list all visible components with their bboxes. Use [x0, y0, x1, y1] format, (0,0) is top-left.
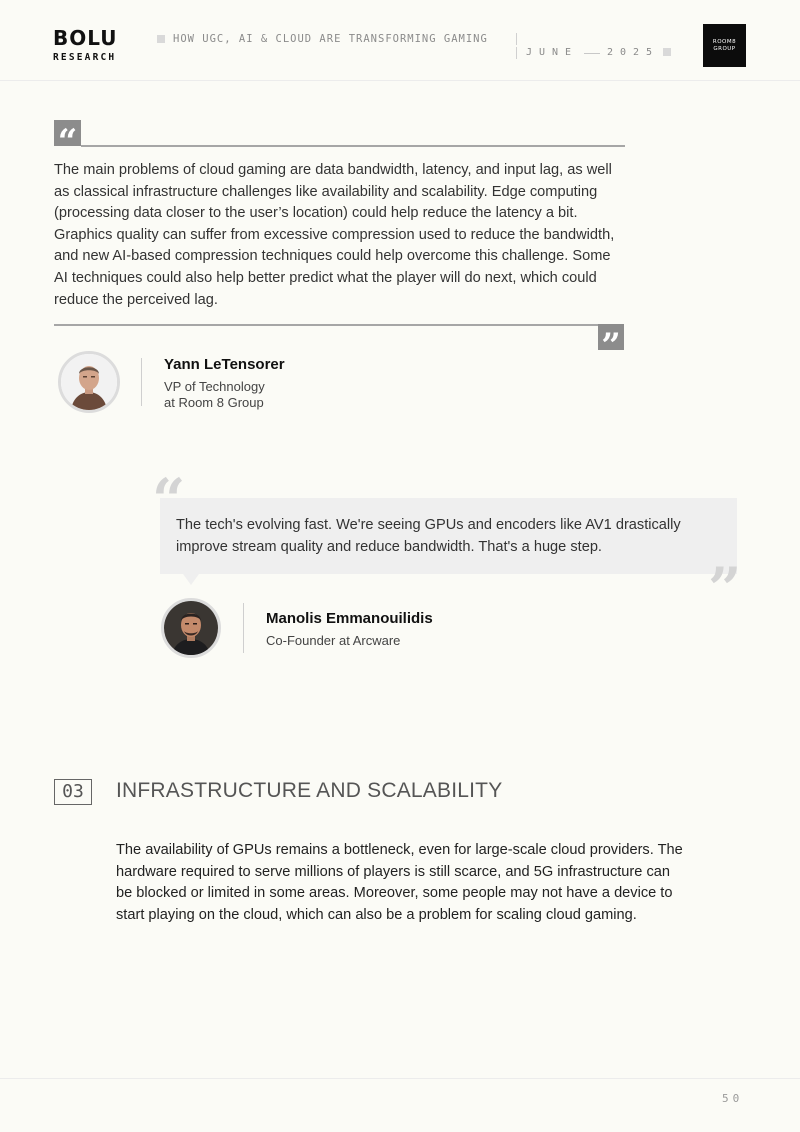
quote-text: The main problems of cloud gaming are data bandwidth, latency, and input lag, as well as classical infrastructure challenges like availability and scalability. Edge computing (processing data closer to the user’s location) could help reduce the latency a bit. Graphics quality can suffer from excessive compression used to reduce the bandwidth, and new AI-based compression techniques could help overcome this challenge. Some AI techniques could also help better predict what the player will do next, which could reduce the perceived lag. [54, 162, 615, 308]
report-year: 2025 [607, 47, 660, 58]
bolu-logo: BOLU [53, 26, 118, 50]
avatar-portrait-icon [164, 601, 218, 655]
author-name: Yann LeTensorer [164, 356, 285, 373]
partner-logo-line: ROOM8 [712, 39, 737, 45]
author-company: at Room 8 Group [164, 395, 264, 410]
author-divider [141, 358, 142, 406]
author-role: VP of Technology [164, 379, 265, 394]
quote-top-rule [81, 145, 625, 147]
open-quote-icon: “ [54, 120, 81, 146]
author-name: Manolis Emmanouilidis [266, 610, 433, 627]
section-body: The availability of GPUs remains a bottleneck, even for large-scale cloud providers. The hardware required to serve millions of players is still scarce, and 5G infrastructure can be blocked or limited in some areas. Moreover, some people may not have a device to start playing on the cloud, which can also be a problem for scaling cloud gaming. [116, 842, 683, 923]
open-quote-icon: “ [152, 466, 186, 534]
quote-text: The tech's evolving fast. We're seeing GPUs and encoders like AV1 drastically improve stream quality and reduce bandwidth. That's a huge step. [176, 517, 681, 555]
section-title: INFRASTRUCTURE AND SCALABILITY [116, 779, 503, 802]
header-square-marker [157, 35, 165, 43]
date-dash [584, 53, 600, 54]
avatar [58, 351, 120, 413]
report-month: JUNE [526, 47, 579, 58]
quote-bubble-tail [183, 574, 199, 585]
avatar [161, 598, 221, 658]
quote-bottom-rule [54, 324, 598, 326]
header-divider [516, 47, 517, 59]
footer-rule [0, 1078, 800, 1079]
author-divider [243, 603, 244, 653]
close-quote-icon: ” [598, 324, 624, 350]
header-divider [516, 33, 517, 45]
room8-group-logo [703, 24, 746, 67]
partner-logo-line: GROUP [713, 45, 736, 52]
bolu-logo-subtitle: RESEARCH [53, 52, 117, 63]
avatar-portrait-icon [61, 354, 117, 410]
page-number: 50 [722, 1092, 744, 1105]
header-square-marker [663, 48, 671, 56]
section-number: 03 [54, 779, 92, 805]
report-title: HOW UGC, AI & CLOUD ARE TRANSFORMING GAMING [173, 33, 488, 45]
close-quote-icon: ” [708, 555, 742, 623]
author-role: Co-Founder at Arcware [266, 633, 401, 648]
